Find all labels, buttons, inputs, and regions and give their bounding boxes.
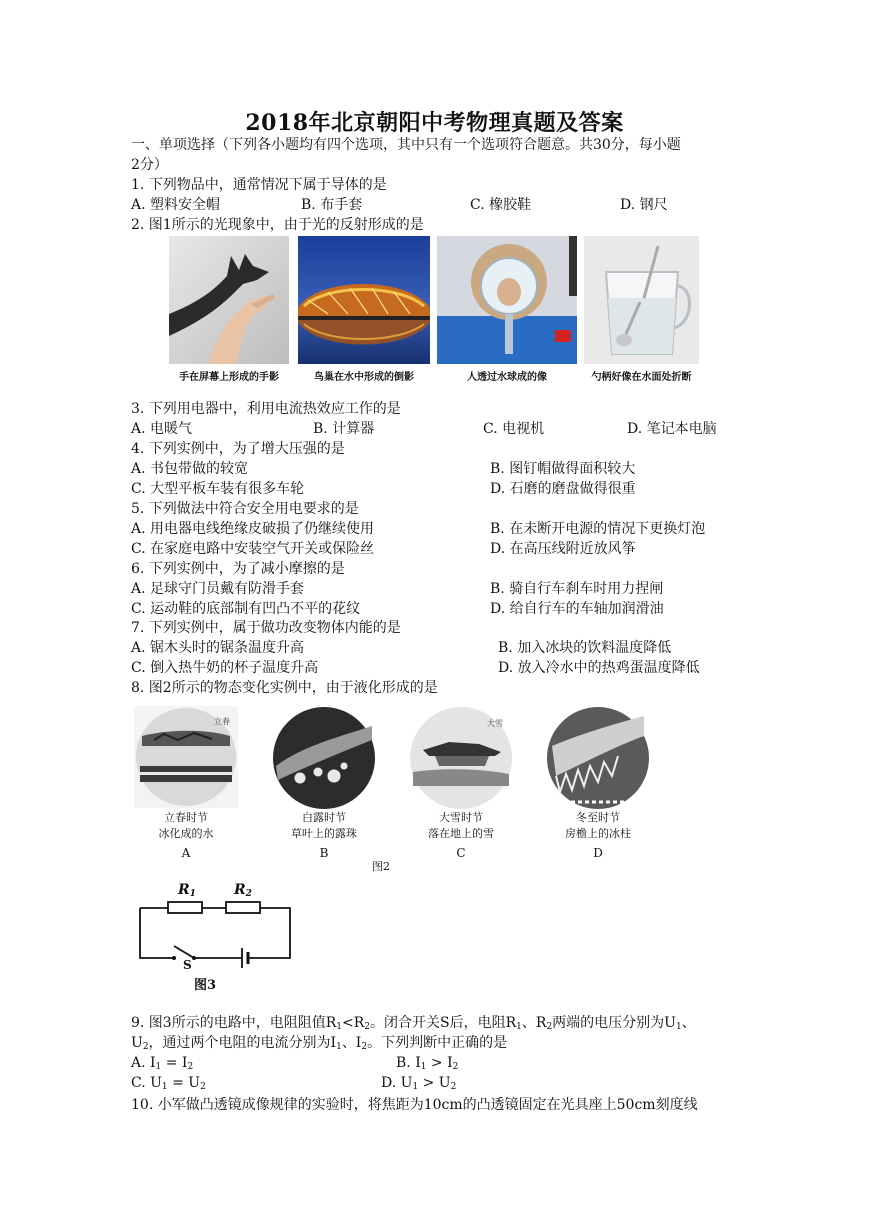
figure-3-circuit [130,880,300,1000]
q9-option-c: C. $U_1 = U_2$ [131,1075,206,1092]
q6-option-b: B. 骑自行车刹车时用力捏闸 [490,581,664,597]
caption-spoon-glass: 勺柄好像在水面处折断 [591,372,692,383]
q4-stem: 4. 下列实例中，为了增大压强的是 [131,441,345,457]
stamp-c: 大雪 [487,719,503,728]
q1-option-d: D. 钢尺 [620,197,668,213]
caption-water-ball: 人透过水球成的像 [467,372,547,383]
q9-stem-line2: $U_2$，通过两个电阻的电流分别为$I_1$、$I_2$。下列判断中正确的是 [131,1035,508,1052]
q3-option-c: C. 电视机 [483,421,545,437]
q7-option-d: D. 放入冷水中的热鸡蛋温度降低 [498,660,700,676]
caption-d-line1: 冬至时节 [576,811,620,824]
section-heading: 一、单项选择（下列各小题均有四个选项，其中只有一个选项符合题意。共30分，每小题 [131,137,681,153]
q2-stem: 2. 图1所示的光现象中，由于光的反射形成的是 [131,217,424,233]
q1-option-c: C. 橡胶鞋 [470,197,532,213]
label-switch: S [183,958,192,972]
caption-a-line1: 立春时节 [164,811,208,824]
caption-birds-nest: 鸟巢在水中形成的倒影 [314,372,414,383]
q9-option-d: D. $U_1 > U_2$ [381,1075,457,1092]
caption-b-line2: 草叶上的露珠 [291,827,357,840]
q5-stem: 5. 下列做法中符合安全用电要求的是 [131,501,359,517]
figure-3-label: 图3 [194,978,217,993]
q6-option-d: D. 给自行车的车轴加润滑油 [490,601,664,617]
photo-birds-nest [298,236,430,364]
caption-c-line1: 大雪时节 [439,811,483,824]
q3-stem: 3. 下列用电器中，利用电流热效应工作的是 [131,401,401,417]
label-c: C [456,846,466,860]
q3-option-b: B. 计算器 [313,421,375,437]
q1-stem: 1. 下列物品中，通常情况下属于导体的是 [131,177,387,193]
q5-option-b: B. 在未断开电源的情况下更换灯泡 [490,521,706,537]
q5-option-a: A. 用电器电线绝缘皮破损了仍继续使用 [131,521,375,537]
caption-a-line2: 冰化成的水 [158,827,214,840]
label-b: B [319,846,329,860]
q7-stem: 7. 下列实例中，属于做功改变物体内能的是 [131,620,401,636]
caption-c-line2: 落在地上的雪 [428,827,494,840]
q4-option-b: B. 图钉帽做得面积较大 [490,461,636,477]
page-title: 2018年北京朝阳中考物理真题及答案 [245,110,624,136]
photo-icicles [546,706,650,810]
figure-2-label: 图2 [372,860,390,873]
caption-b-line1: 白露时节 [302,811,346,824]
label-a: A [181,846,191,860]
photo-snow [409,706,513,810]
photo-water-ball [437,236,577,364]
q8-stem: 8. 图2所示的物态变化实例中，由于液化形成的是 [131,680,438,696]
q6-option-c: C. 运动鞋的底部制有凹凸不平的花纹 [131,601,361,617]
q10-stem: 10. 小军做凸透镜成像规律的实验时，将焦距为10cm的凸透镜固定在光具座上50cm刻度线 [131,1097,698,1113]
q7-option-b: B. 加入冰块的饮料温度降低 [498,640,672,656]
label-r2: $R_2$ [234,882,252,899]
caption-hand-shadow: 手在屏幕上形成的手影 [179,372,279,383]
q7-option-a: A. 锯木头时的锯条温度升高 [131,640,305,656]
photo-hand-shadow [169,236,289,364]
section-heading-cont: 2分） [131,157,168,173]
q4-option-d: D. 石磨的磨盘做得很重 [490,481,636,497]
q5-option-d: D. 在高压线附近放风筝 [490,541,636,557]
q1-option-a: A. 塑料安全帽 [131,197,221,213]
stamp-a: 立春 [214,717,230,726]
q4-option-a: A. 书包带做的较宽 [131,461,249,477]
q7-option-c: C. 倒入热牛奶的杯子温度升高 [131,660,319,676]
q5-option-c: C. 在家庭电路中安装空气开关或保险丝 [131,541,375,557]
photo-melting-ice [134,706,238,808]
label-d: D [593,846,603,860]
photo-spoon-glass [584,236,699,364]
q3-option-d: D. 笔记本电脑 [627,421,717,437]
caption-d-line2: 房檐上的冰柱 [565,827,631,840]
q9-stem-line1: 9. 图3所示的电路中，电阻阻值$R_1<R_2$。闭合开关S后，电阻$R_1$、$R_2$两端的电压分别为$U_1$、 [131,1015,696,1032]
q6-stem: 6. 下列实例中，为了减小摩擦的是 [131,561,345,577]
q1-option-b: B. 布手套 [301,197,363,213]
photo-dew-drops [272,706,376,810]
q9-option-a: A. $I_1 = I_2$ [131,1055,194,1072]
q3-option-a: A. 电暖气 [131,421,193,437]
q9-option-b: B. $I_1 > I_2$ [396,1055,459,1072]
q4-option-c: C. 大型平板车装有很多车轮 [131,481,305,497]
q6-option-a: A. 足球守门员戴有防滑手套 [131,581,305,597]
label-r1: $R_1$ [178,882,196,899]
